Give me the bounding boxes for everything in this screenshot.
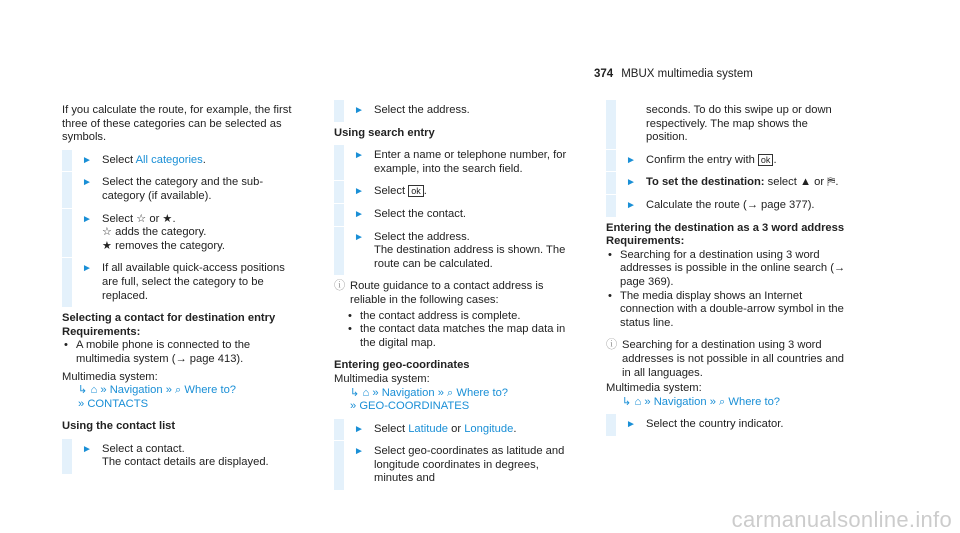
ok-key: ok [758,154,774,166]
star-full-icon: ★ [162,212,173,225]
section-heading: Entering the destination as a 3 word address [606,221,845,234]
chevron-icon: » [78,397,85,410]
column-1 [62,104,302,479]
home-icon[interactable]: ⌂ [90,384,98,397]
step: ► Select the country indicator. [606,418,846,432]
return-arrow-icon: ↳ [350,386,360,399]
menu-path [62,384,302,411]
menu-path [606,396,846,410]
list-item: • A mobile phone is connected to the multimedia system (→ page 413). [62,339,302,366]
navigation-link[interactable]: Navigation [653,395,707,408]
arrow-icon: ► [626,419,636,431]
info-icon: ⓘ [334,280,346,293]
step: ► Select All categories. [62,154,302,168]
home-icon[interactable]: ⌂ [362,386,370,399]
arrow-icon: ► [626,154,636,166]
section-heading: Selecting a contact for destination entry [62,312,276,325]
arrow-icon: ► [354,231,364,243]
arrow-icon: ► [82,154,92,166]
section-heading: Using search entry [334,126,435,139]
arrow-icon: ► [626,177,636,189]
star-empty-icon: ☆ [136,212,147,225]
search-icon: ⌕ [175,384,182,397]
step: ► If all available quick-access positions are full, select the category to be replaced. [62,262,302,303]
return-arrow-icon: ↳ [622,395,632,408]
requirements-label: Requirements: [62,325,141,338]
requirements-label: Requirements: [606,235,685,248]
arrow-icon: ► [354,150,364,162]
latitude-link[interactable]: Latitude [408,422,449,435]
section-heading: Using the contact list [62,420,176,433]
arrow-icon: ► [626,199,636,211]
arrow-icon: ► [82,213,92,225]
arrow-icon: ► [82,177,92,189]
multimedia-label: Multimedia system: [62,370,158,383]
search-icon: ⌕ [447,386,454,399]
multimedia-label: Multimedia system: [606,382,702,395]
arrow-icon: ► [354,446,364,458]
chevron-icon: » [644,395,651,408]
chevron-icon: » [372,386,379,399]
multimedia-label: Multimedia system: [334,372,430,385]
navigation-link[interactable]: Navigation [381,386,435,399]
chevron-icon: » [165,384,172,397]
list-item: • Searching for a destination using 3 word addresses is possible in the online search (→ page 369). [606,249,846,290]
column-2 [334,104,574,495]
longitude-link[interactable]: Longitude [464,422,514,435]
arrow-icon: ► [354,423,364,435]
step: ► Calculate the route (→ page 377). [606,199,846,213]
all-categories-link[interactable]: All categories [135,153,203,166]
where-to-link[interactable]: Where to? [728,395,781,408]
step: ► Select geo-coordinates as latitude and longitude coordinates in degrees, minutes and [334,445,574,486]
step: ► Select ☆ or ★. ☆ adds the category. ★ removes the category. [62,213,302,254]
step: ► Select the address. The destination address is shown. The route can be calculated. [334,231,574,272]
step: ► Enter a name or telephone number, for example, into the search field. [334,149,574,176]
step: ► Select the contact. [334,208,574,222]
step: ► To set the destination: select ▲ or ⛿. [606,176,846,190]
where-to-link[interactable]: Where to? [184,384,237,397]
header-title: MBUX multimedia system [621,68,753,80]
section-heading: Entering geo-coordinates [334,359,470,372]
arrow-icon: ► [82,443,92,455]
search-icon: ⌕ [719,395,726,408]
watermark: carmanualsonline.info [731,507,952,533]
contacts-link[interactable]: CONTACTS [87,397,149,410]
home-icon[interactable]: ⌂ [634,395,642,408]
return-arrow-icon: ↳ [78,384,88,397]
ok-key: ok [408,185,424,197]
list-item: • the contact address is complete. [346,310,574,324]
step: ► Select the category and the sub-category (if available). [62,176,302,203]
star-full-icon: ★ [102,239,113,252]
arrow-icon: ► [354,208,364,220]
chevron-icon: » [350,400,357,413]
step: ► Select a contact. The contact details are displayed. [62,443,302,470]
arrow-icon: ► [354,186,364,198]
column-3 [606,104,846,441]
step: ► Select the address. [334,104,574,118]
step: ► Select ok . [334,185,574,199]
step-continued: seconds. To do this swipe up or down respectively. The map shows the position. [606,104,846,145]
geo-coordinates-link[interactable]: GEO-COORDINATES [359,400,470,413]
arrow-icon: ► [82,263,92,275]
where-to-link[interactable]: Where to? [456,386,509,399]
note: ⓘ Searching for a destination using 3 word addresses is not possible in all countries and in all languages. [606,339,845,379]
chevron-icon: » [437,386,444,399]
info-icon: ⓘ [606,339,618,352]
list-item: • The media display shows an Internet connection with a double-arrow symbol in the status line. [606,290,846,331]
navigation-link[interactable]: Navigation [109,384,163,397]
star-empty-icon: ☆ [102,226,113,239]
intro-text: If you calculate the route, for example, the first three of these categories can be selected as symbols. [62,104,292,144]
note: ⓘ Route guidance to a contact address is reliable in the following cases: [334,280,544,306]
arrow-icon: ► [354,105,364,116]
step: ► Confirm the entry with ok . [606,154,846,168]
page-header [594,68,753,82]
chevron-icon: » [100,384,107,397]
menu-path [334,387,574,414]
step: ► Select Latitude or Longitude. [334,423,574,437]
list-item: • the contact data matches the map data in the digital map. [346,323,574,350]
chevron-icon: » [709,395,716,408]
page-number: 374 [594,68,614,80]
